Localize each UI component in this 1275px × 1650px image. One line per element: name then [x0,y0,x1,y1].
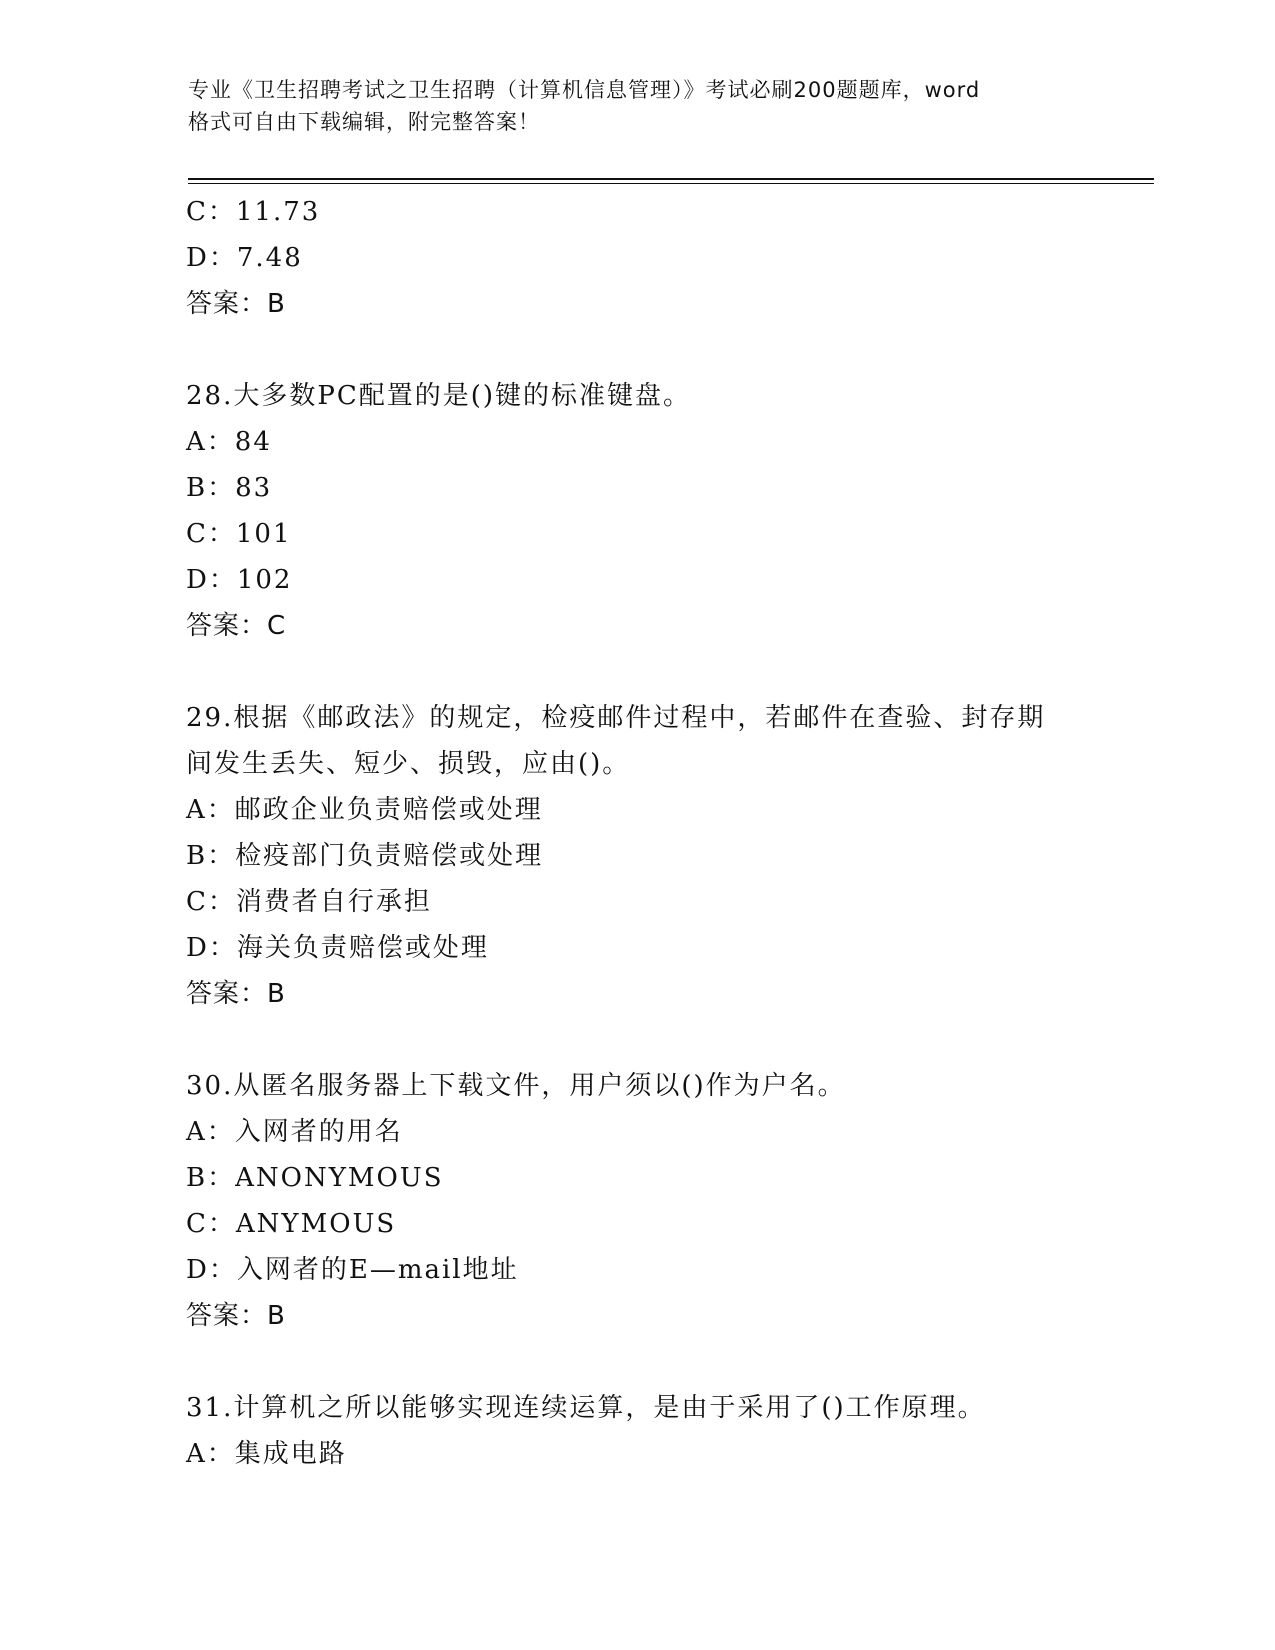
header-divider-thin [188,183,1154,184]
option-a: A：集成电路 [186,1439,347,1469]
option-c: C：ANYMOUS [186,1209,397,1239]
option-a: A：邮政企业负责赔偿或处理 [186,795,543,825]
question-text: 31.计算机之所以能够实现连续运算，是由于采用了()工作原理。 [186,1393,986,1423]
question-28 [186,373,1146,649]
answer-line: 答案：B [186,289,286,319]
option-d: D：102 [186,565,293,595]
option-b: B：ANONYMOUS [186,1163,444,1193]
option-d: D：7.48 [186,243,303,273]
spacer [186,1339,1146,1385]
question-text-line-1: 29.根据《邮政法》的规定，检疫邮件过程中，若邮件在查验、封存期 [186,703,1046,733]
question-text: 28.大多数PC配置的是()键的标准键盘。 [186,381,692,411]
spacer [186,649,1146,695]
header-divider-thick [188,178,1154,180]
answer-line: 答案：B [186,1301,286,1331]
answer-line: 答案：C [186,611,287,641]
document-body [186,189,1146,1477]
option-c: C：11.73 [186,197,321,227]
option-a: A：84 [186,427,272,457]
option-c: C：消费者自行承担 [186,887,432,917]
question-30 [186,1063,1146,1339]
spacer [186,327,1146,373]
option-d: D：海关负责赔偿或处理 [186,933,489,963]
option-c: C：101 [186,519,292,549]
answer-line: 答案：B [186,979,286,1009]
question-text-line-2: 间发生丢失、短少、损毁，应由()。 [186,749,631,779]
question-text: 30.从匿名服务器上下载文件，用户须以()作为户名。 [186,1071,846,1101]
option-a: A：入网者的用名 [186,1117,403,1147]
question-29 [186,695,1146,1017]
header-line-2: 格式可自由下载编辑，附完整答案！ [188,110,540,134]
document-header [188,74,1088,138]
question-31 [186,1385,1146,1477]
header-line-1: 专业《卫生招聘考试之卫生招聘（计算机信息管理）》考试必刷200题题库，word [188,78,981,102]
question-27-remainder [186,189,1146,327]
option-d: D：入网者的E—mail地址 [186,1255,519,1285]
option-b: B：83 [186,473,273,503]
option-b: B：检疫部门负责赔偿或处理 [186,841,544,871]
spacer [186,1017,1146,1063]
